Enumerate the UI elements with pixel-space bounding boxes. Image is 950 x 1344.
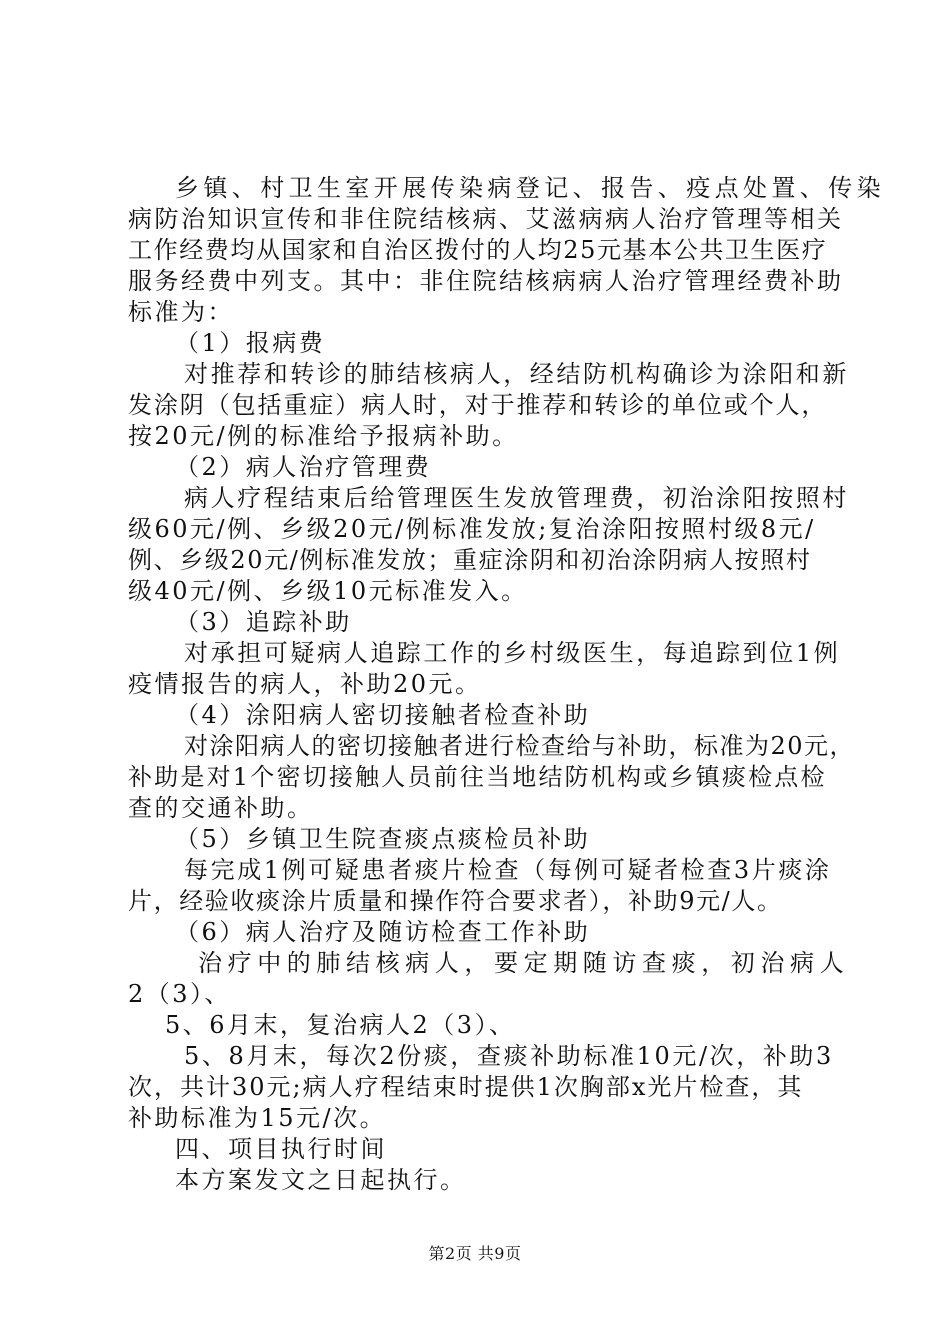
paragraph-line-20: 治疗中的肺结核病人，要定期随访查痰，初治病人 bbox=[198, 949, 850, 977]
paragraph-line-10: 级60元/例、乡级20元/例标准发放;复治涂阳按照村级8元/ bbox=[128, 515, 816, 543]
section-heading-2: （2）病人治疗管理费 bbox=[175, 453, 432, 481]
paragraph-line-18: 每完成1例可疑患者痰片检查（每例可疑者检查3片痰涂 bbox=[184, 856, 832, 884]
paragraph-line-5: 标准为： bbox=[128, 298, 234, 326]
paragraph-line-22: 5、6月末，复治病人2（3）、 bbox=[165, 1011, 516, 1039]
paragraph-line-24: 次，共计30元;病人疗程结束时提供1次胸部x光片检查，其 bbox=[128, 1073, 804, 1101]
paragraph-line-9: 病人疗程结束后给管理医生发放管理费，初治涂阳按照村 bbox=[184, 484, 849, 512]
section-heading-7: 四、项目执行时间 bbox=[175, 1135, 387, 1163]
paragraph-line-4: 服务经费中列支。其中：非住院结核病病人治疗管理经费补助 bbox=[128, 267, 844, 295]
section-heading-4: （4）涂阳病人密切接触者检查补助 bbox=[175, 701, 591, 729]
paragraph-line-14: 疫情报告的病人，补助20元。 bbox=[128, 670, 482, 698]
paragraph-line-7: 发涂阴（包括重症）病人时，对于推荐和转诊的单位或个人， bbox=[128, 391, 828, 419]
paragraph-line-1: 乡镇、村卫生室开展传染病登记、报告、疫点处置、传染 bbox=[175, 174, 885, 202]
paragraph-line-13: 对承担可疑病人追踪工作的乡村级医生，每追踪到位1例 bbox=[184, 639, 841, 667]
section-heading-1: （1）报病费 bbox=[175, 329, 326, 357]
paragraph-line-23: 5、8月末，每次2份痰，查痰补助标准10元/次，补助3 bbox=[184, 1042, 834, 1070]
paragraph-line-25: 补助标准为15元/次。 bbox=[128, 1104, 387, 1132]
paragraph-line-26: 本方案发文之日起执行。 bbox=[175, 1166, 467, 1194]
paragraph-line-8: 按20元/例的标准给予报病补助。 bbox=[128, 422, 519, 450]
paragraph-line-6: 对推荐和转诊的肺结核病人，经结防机构确诊为涂阳和新 bbox=[184, 360, 849, 388]
paragraph-line-21: 2（3）、 bbox=[128, 980, 232, 1008]
paragraph-line-12: 级40元/例、乡级10元标准发入。 bbox=[128, 577, 528, 605]
page-footer: 第2页 共9页 bbox=[428, 1244, 522, 1263]
paragraph-line-16: 补助是对1个密切接触人员前往当地结防机构或乡镇痰检点检 bbox=[128, 763, 827, 791]
section-heading-6: （6）病人治疗及随访检查工作补助 bbox=[175, 918, 591, 946]
paragraph-line-11: 例、乡级20元/例标准发放；重症涂阴和初治涂阴病人按照村 bbox=[128, 546, 812, 574]
paragraph-line-19: 片，经验收痰涂片质量和操作符合要求者），补助9元/人。 bbox=[128, 887, 783, 915]
paragraph-line-17: 查的交通补助。 bbox=[128, 794, 314, 822]
paragraph-line-3: 工作经费均从国家和自治区拨付的人均25元基本公共卫生医疗 bbox=[128, 236, 828, 264]
paragraph-line-15: 对涂阳病人的密切接触者进行检查给与补助，标准为20元， bbox=[184, 732, 856, 760]
paragraph-line-2: 病防治知识宣传和非住院结核病、艾滋病病人治疗管理等相关 bbox=[128, 205, 844, 233]
section-heading-3: （3）追踪补助 bbox=[175, 608, 352, 636]
section-heading-5: （5）乡镇卫生院查痰点痰检员补助 bbox=[175, 825, 591, 853]
